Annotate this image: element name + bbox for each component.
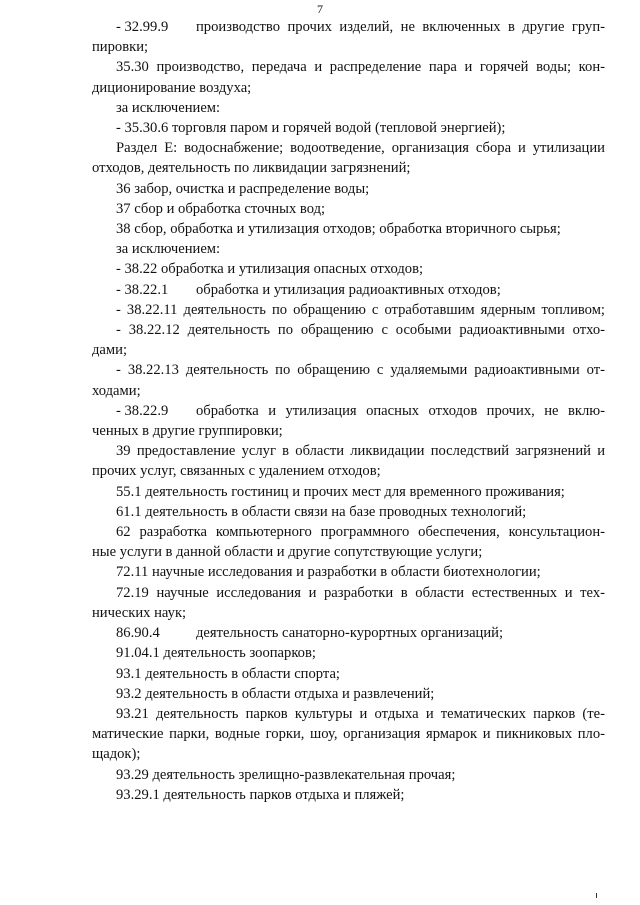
text-line	[92, 562, 605, 582]
line-text: щадок);	[92, 746, 141, 763]
text-line	[92, 179, 605, 199]
text-line	[92, 684, 605, 704]
line-text: за исключением:	[116, 241, 221, 258]
line-text: 91.04.1 деятельность зоопарков;	[116, 645, 316, 662]
line-text: 62 разработка компьютерного программного обеспечения, консультацион-	[116, 524, 605, 541]
line-text: 93.21 деятельность парков культуры и отдыха и тематических парков (те-	[116, 705, 605, 722]
line-text: 37 сбор и обработка сточных вод;	[116, 200, 326, 217]
text-line	[92, 118, 605, 138]
text-line	[92, 259, 605, 279]
text-line	[92, 239, 605, 259]
text-line	[92, 664, 605, 684]
text-line	[92, 441, 605, 461]
text-line	[92, 542, 605, 562]
text-line	[92, 381, 605, 401]
line-text: 93.2 деятельность в области отдыха и развлечений;	[116, 685, 435, 702]
line-text: ходами;	[92, 382, 141, 399]
line-text: нических наук;	[92, 604, 187, 621]
line-text: обработка и утилизация радиоактивных отходов;	[196, 281, 501, 298]
line-text: прочих услуг, связанных с удалением отходов;	[92, 463, 381, 480]
line-text: 93.29 деятельность зрелищно-развлекательная прочая;	[116, 766, 456, 783]
scan-mark	[596, 893, 597, 898]
text-line	[92, 37, 605, 57]
line-text: 38 сбор, обработка и утилизация отходов; обработка вторичного сырья;	[116, 221, 561, 238]
classification-code: - 38.22.1	[116, 281, 169, 298]
classification-code: - 32.99.9	[116, 19, 169, 35]
text-line	[92, 340, 605, 360]
line-text: деятельность санаторно-курортных организаций;	[196, 625, 504, 642]
text-line	[92, 583, 605, 603]
line-text: 72.11 научные исследования и разработки в области биотехнологии;	[116, 564, 541, 581]
line-text: 35.30 производство, передача и распределение пара и горячей воды; кон-	[116, 59, 605, 76]
line-text: производство прочих изделий, не включенных в другие груп-	[196, 19, 605, 35]
text-line	[92, 704, 605, 724]
line-text: - 38.22.12 деятельность по обращению с особыми радиоактивными отхо-	[116, 322, 605, 339]
line-text: 93.29.1 деятельность парков отдыха и пляжей;	[116, 786, 405, 803]
line-text: матические парки, водные горки, шоу, организация ярмарок и пикниковых пло-	[92, 726, 605, 743]
text-line	[92, 199, 605, 219]
text-line	[92, 17, 605, 37]
text-line	[92, 138, 605, 158]
line-text: 61.1 деятельность в области связи на базе проводных технологий;	[116, 503, 527, 520]
text-line	[92, 461, 605, 481]
line-text: 39 предоставление услуг в области ликвидации последствий загрязнений и	[116, 443, 605, 460]
text-line	[92, 360, 605, 380]
line-text: за исключением:	[116, 99, 221, 116]
text-line	[92, 320, 605, 340]
line-text: - 38.22 обработка и утилизация опасных отходов;	[116, 261, 424, 278]
text-line	[92, 57, 605, 77]
line-text: пировки;	[92, 39, 149, 56]
line-text: - 35.30.6 торговля паром и горячей водой (тепловой энергией);	[116, 120, 506, 137]
text-line	[92, 78, 605, 98]
line-text: ченных в другие группировки;	[92, 423, 283, 440]
line-text: 36 забор, очистка и распределение воды;	[116, 180, 370, 197]
text-line	[92, 623, 605, 643]
text-line	[92, 522, 605, 542]
page-number: 7	[317, 2, 323, 16]
text-line	[92, 643, 605, 663]
line-text: - 38.22.13 деятельность по обращению с удаляемыми радиоактивными от-	[116, 362, 605, 379]
text-line	[92, 401, 605, 421]
line-text: 72.19 научные исследования и разработки в области естественных и тех-	[116, 584, 605, 601]
text-line	[92, 744, 605, 764]
text-line	[92, 158, 605, 178]
line-text: обработка и утилизация опасных отходов прочих, не вклю-	[196, 402, 605, 419]
text-line	[92, 482, 605, 502]
text-line	[92, 280, 605, 300]
text-line	[92, 98, 605, 118]
line-text: Раздел Е: водоснабжение; водоотведение, организация сбора и утилизации	[116, 140, 605, 157]
line-text: дами;	[92, 342, 128, 359]
text-line	[92, 765, 605, 785]
text-line	[92, 300, 605, 320]
text-line	[92, 219, 605, 239]
document-body	[92, 17, 605, 805]
line-text: - 38.22.11 деятельность по обращению с отработавшим ядерным топливом;	[116, 301, 605, 318]
text-line	[92, 502, 605, 522]
line-text: ные услуги в данной области и другие сопутствующие услуги;	[92, 544, 483, 561]
text-line	[92, 421, 605, 441]
line-text: диционирование воздуха;	[92, 79, 252, 96]
line-text: 55.1 деятельность гостиниц и прочих мест для временного проживания;	[116, 483, 565, 500]
line-text: 93.1 деятельность в области спорта;	[116, 665, 340, 682]
text-line	[92, 603, 605, 623]
text-line	[92, 785, 605, 805]
text-line	[92, 724, 605, 744]
line-text: отходов, деятельность по ликвидации загрязнений;	[92, 160, 411, 177]
classification-code: 86.90.4	[116, 625, 160, 642]
classification-code: - 38.22.9	[116, 402, 169, 419]
